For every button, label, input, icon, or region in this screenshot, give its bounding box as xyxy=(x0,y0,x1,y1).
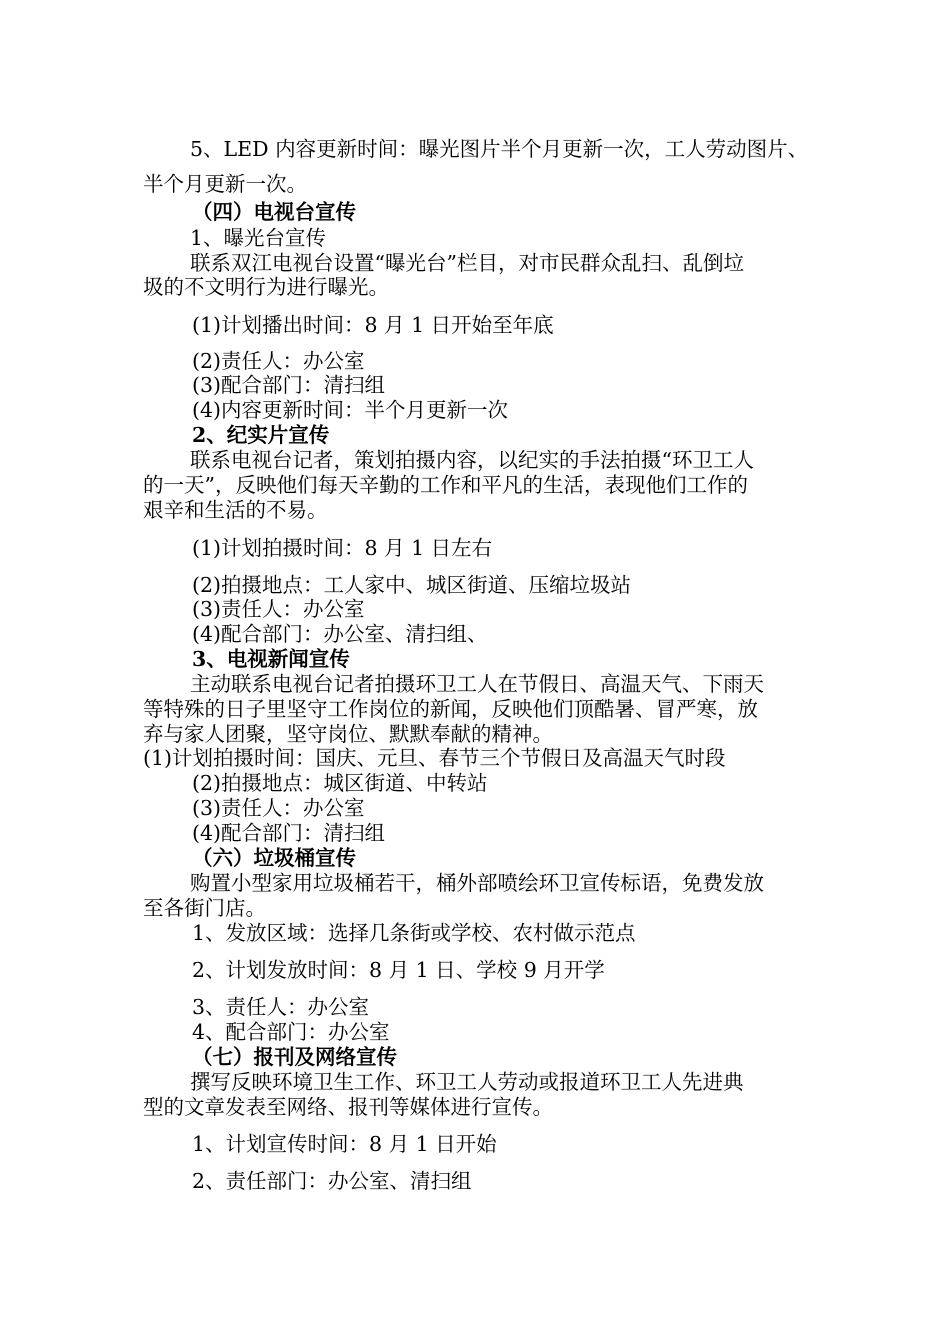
paragraph-line: 联系电视台记者，策划拍摄内容，以纪实的手法拍摄“环卫工人 xyxy=(190,448,754,472)
list-item: 1、发放区域：选择几条街或学校、农村做示范点 xyxy=(192,921,636,945)
list-item: 1、计划宣传时间：8 月 1 日开始 xyxy=(192,1132,497,1156)
list-item: (3)责任人：办公室 xyxy=(192,796,365,820)
section-heading-trash-bin: （六）垃圾桶宣传 xyxy=(192,846,356,870)
paragraph-line: 等特殊的日子里坚守工作岗位的新闻，反映他们顶酷暑、冒严寒，放 xyxy=(143,697,758,721)
paragraph-line: 弃与家人团聚，坚守岗位、默默奉献的精神。 xyxy=(143,722,553,746)
paragraph-line: 的一天”，反映他们每天辛勤的工作和平凡的生活，表现他们工作的 xyxy=(143,473,748,497)
paragraph-line: 至各街门店。 xyxy=(143,896,266,920)
list-item: (2)拍摄地点：工人家中、城区街道、压缩垃圾站 xyxy=(192,573,632,597)
list-item: 4、配合部门：办公室 xyxy=(192,1020,390,1044)
paragraph-line: 艰辛和生活的不易。 xyxy=(143,498,328,522)
section-heading-tv: （四）电视台宣传 xyxy=(192,200,356,224)
subheading-documentary: 2、纪实片宣传 xyxy=(192,423,330,447)
list-item: (3)责任人：办公室 xyxy=(192,597,365,621)
section-heading-press: （七）报刊及网络宣传 xyxy=(192,1045,397,1069)
paragraph-line: 联系双江电视台设置“曝光台”栏目，对市民群众乱扫、乱倒垃 xyxy=(190,251,744,275)
list-item: 2、责任部门：办公室、清扫组 xyxy=(192,1169,472,1193)
subheading-exposure: 1、曝光台宣传 xyxy=(190,226,327,250)
list-item: (2)拍摄地点：城区街道、中转站 xyxy=(192,771,488,795)
list-item: (1)计划播出时间：8 月 1 日开始至年底 xyxy=(192,313,554,337)
list-item: 3、责任人：办公室 xyxy=(192,995,370,1019)
list-item: (3)配合部门：清扫组 xyxy=(192,373,386,397)
list-item: (4)配合部门：办公室、清扫组、 xyxy=(192,622,488,646)
list-item: (4)内容更新时间：半个月更新一次 xyxy=(192,398,509,422)
paragraph-line: 购置小型家用垃圾桶若干，桶外部喷绘环卫宣传标语，免费发放 xyxy=(190,871,764,895)
list-item: (2)责任人：办公室 xyxy=(192,349,365,373)
list-item: 2、计划发放时间：8 月 1 日、学校 9 月开学 xyxy=(192,958,605,982)
list-item: (1)计划拍摄时间：国庆、元旦、春节三个节假日及高温天气时段 xyxy=(143,746,726,770)
paragraph-line: 撰写反映环境卫生工作、环卫工人劳动或报道环卫工人先进典 xyxy=(190,1070,744,1094)
list-item: (1)计划拍摄时间：8 月 1 日左右 xyxy=(192,536,493,560)
paragraph-line: 型的文章发表至网络、报刊等媒体进行宣传。 xyxy=(143,1095,553,1119)
led-update-line: 5、LED 内容更新时间：曝光图片半个月更新一次，工人劳动图片、 xyxy=(190,137,809,161)
list-item: (4)配合部门：清扫组 xyxy=(192,821,386,845)
paragraph-line: 主动联系电视台记者拍摄环卫工人在节假日、高温天气、下雨天 xyxy=(190,672,764,696)
paragraph-line: 圾的不文明行为进行曝光。 xyxy=(143,275,389,299)
led-update-line-cont: 半个月更新一次。 xyxy=(143,172,307,196)
subheading-tv-news: 3、电视新闻宣传 xyxy=(192,647,350,671)
